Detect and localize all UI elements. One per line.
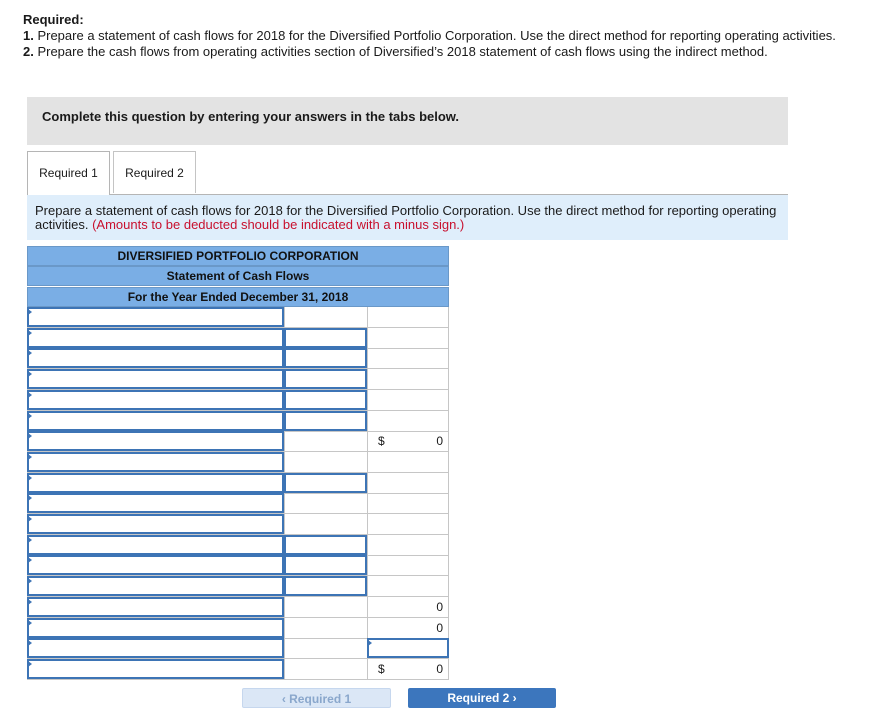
table-row	[27, 597, 449, 618]
amount-cell	[284, 431, 367, 451]
account-label-input[interactable]	[27, 369, 284, 389]
total-cell	[367, 369, 449, 389]
table-row	[27, 348, 449, 369]
total-cell	[367, 618, 449, 638]
amount-input[interactable]	[284, 390, 367, 410]
table-row	[27, 514, 449, 535]
total-cell	[367, 576, 449, 596]
amount-cell	[284, 307, 367, 327]
total-input[interactable]	[367, 638, 449, 658]
tab-required-1[interactable]: Required 1	[27, 151, 110, 195]
total-cell	[367, 348, 449, 368]
account-label-input[interactable]	[27, 659, 284, 679]
table-row	[27, 452, 449, 473]
amount-cell	[284, 452, 367, 472]
account-label-input[interactable]	[27, 348, 284, 368]
total-cell	[367, 597, 449, 617]
statement-company-name: DIVERSIFIED PORTFOLIO CORPORATION	[27, 246, 449, 266]
tab-required-2[interactable]: Required 2	[113, 151, 196, 193]
amount-input[interactable]	[284, 411, 367, 431]
table-row	[27, 328, 449, 349]
instruction-text: Prepare a statement of cash flows for 2018 for the Diversified Portfolio Corporation. Use the direct method for reporting operating activities.	[35, 203, 777, 232]
total-cell	[367, 307, 449, 327]
total-cell	[367, 390, 449, 410]
required-item-2: 2. Prepare the cash flows from operating activities section of Diversified’s 2018 statement of cash flows using the indirect method.	[23, 44, 768, 59]
table-row	[27, 555, 449, 576]
amount-input[interactable]	[284, 535, 367, 555]
currency-symbol: $	[378, 661, 385, 676]
dropdown-marker-icon	[28, 392, 32, 398]
dropdown-marker-icon	[28, 350, 32, 356]
total-value: 0	[436, 434, 443, 449]
total-value: 0	[436, 599, 443, 614]
table-row	[27, 369, 449, 390]
dropdown-marker-icon	[28, 413, 32, 419]
next-tab-button[interactable]: Required 2 ›	[408, 688, 556, 708]
account-label-input[interactable]	[27, 597, 284, 617]
table-row	[27, 493, 449, 514]
total-cell	[367, 328, 449, 348]
account-label-input[interactable]	[27, 618, 284, 638]
total-value: 0	[436, 661, 443, 676]
amount-cell	[284, 493, 367, 513]
dropdown-marker-icon	[28, 516, 32, 522]
instruction-note: (Amounts to be deducted should be indicated with a minus sign.)	[92, 217, 465, 232]
requirements-text	[23, 12, 853, 60]
amount-input[interactable]	[284, 576, 367, 596]
dropdown-marker-icon	[28, 330, 32, 336]
account-label-input[interactable]	[27, 307, 284, 327]
account-label-input[interactable]	[27, 390, 284, 410]
account-label-input[interactable]	[27, 535, 284, 555]
amount-input[interactable]	[284, 348, 367, 368]
total-cell	[367, 493, 449, 513]
amount-cell	[284, 514, 367, 534]
total-cell	[367, 473, 449, 493]
amount-cell	[284, 638, 367, 658]
total-cell	[367, 452, 449, 472]
amount-cell	[284, 659, 367, 679]
account-label-input[interactable]	[27, 493, 284, 513]
dropdown-marker-icon	[28, 578, 32, 584]
amount-input[interactable]	[284, 369, 367, 389]
table-row	[27, 411, 449, 432]
amount-cell	[284, 618, 367, 638]
amount-input[interactable]	[284, 328, 367, 348]
total-cell	[367, 514, 449, 534]
table-row	[27, 431, 449, 452]
tab-bar	[27, 151, 788, 195]
tab-instruction	[27, 195, 788, 240]
account-label-input[interactable]	[27, 555, 284, 575]
account-label-input[interactable]	[27, 452, 284, 472]
dropdown-marker-icon	[28, 475, 32, 481]
table-row	[27, 307, 449, 328]
dropdown-marker-icon	[28, 454, 32, 460]
banner-text: Complete this question by entering your answers in the tabs below.	[42, 109, 460, 124]
amount-cell	[284, 597, 367, 617]
amount-input[interactable]	[284, 555, 367, 575]
amount-input[interactable]	[284, 473, 367, 493]
total-cell	[367, 659, 449, 679]
total-value: 0	[436, 620, 443, 635]
table-row	[27, 659, 449, 680]
dropdown-marker-icon	[28, 537, 32, 543]
dropdown-marker-icon	[28, 371, 32, 377]
dropdown-marker-icon	[28, 620, 32, 626]
account-label-input[interactable]	[27, 514, 284, 534]
table-row	[27, 535, 449, 556]
required-title: Required:	[23, 12, 84, 27]
account-label-input[interactable]	[27, 431, 284, 451]
statement-title: Statement of Cash Flows	[27, 266, 449, 286]
dropdown-marker-icon	[28, 433, 32, 439]
table-row	[27, 390, 449, 411]
table-row	[27, 618, 449, 639]
dropdown-marker-icon	[28, 640, 32, 646]
account-label-input[interactable]	[27, 328, 284, 348]
instruction-banner	[27, 97, 788, 145]
dropdown-marker-icon	[28, 309, 32, 315]
table-row	[27, 473, 449, 494]
account-label-input[interactable]	[27, 411, 284, 431]
currency-symbol: $	[378, 434, 385, 449]
table-row	[27, 576, 449, 597]
table-row	[27, 638, 449, 659]
account-label-input[interactable]	[27, 473, 284, 493]
account-label-input[interactable]	[27, 638, 284, 658]
dropdown-marker-icon	[28, 661, 32, 667]
account-label-input[interactable]	[27, 576, 284, 596]
prev-tab-button[interactable]: ‹ Required 1	[242, 688, 391, 708]
dropdown-marker-icon	[28, 599, 32, 605]
dropdown-marker-icon	[368, 640, 372, 646]
total-cell	[367, 411, 449, 431]
dropdown-marker-icon	[28, 557, 32, 563]
required-item-1: 1. Prepare a statement of cash flows for 2018 for the Diversified Portfolio Corporation. Use the direct method for reporting operating activities.	[23, 28, 836, 43]
statement-period: For the Year Ended December 31, 2018	[27, 287, 449, 307]
total-cell	[367, 431, 449, 451]
total-cell	[367, 535, 449, 555]
dropdown-marker-icon	[28, 495, 32, 501]
total-cell	[367, 555, 449, 575]
